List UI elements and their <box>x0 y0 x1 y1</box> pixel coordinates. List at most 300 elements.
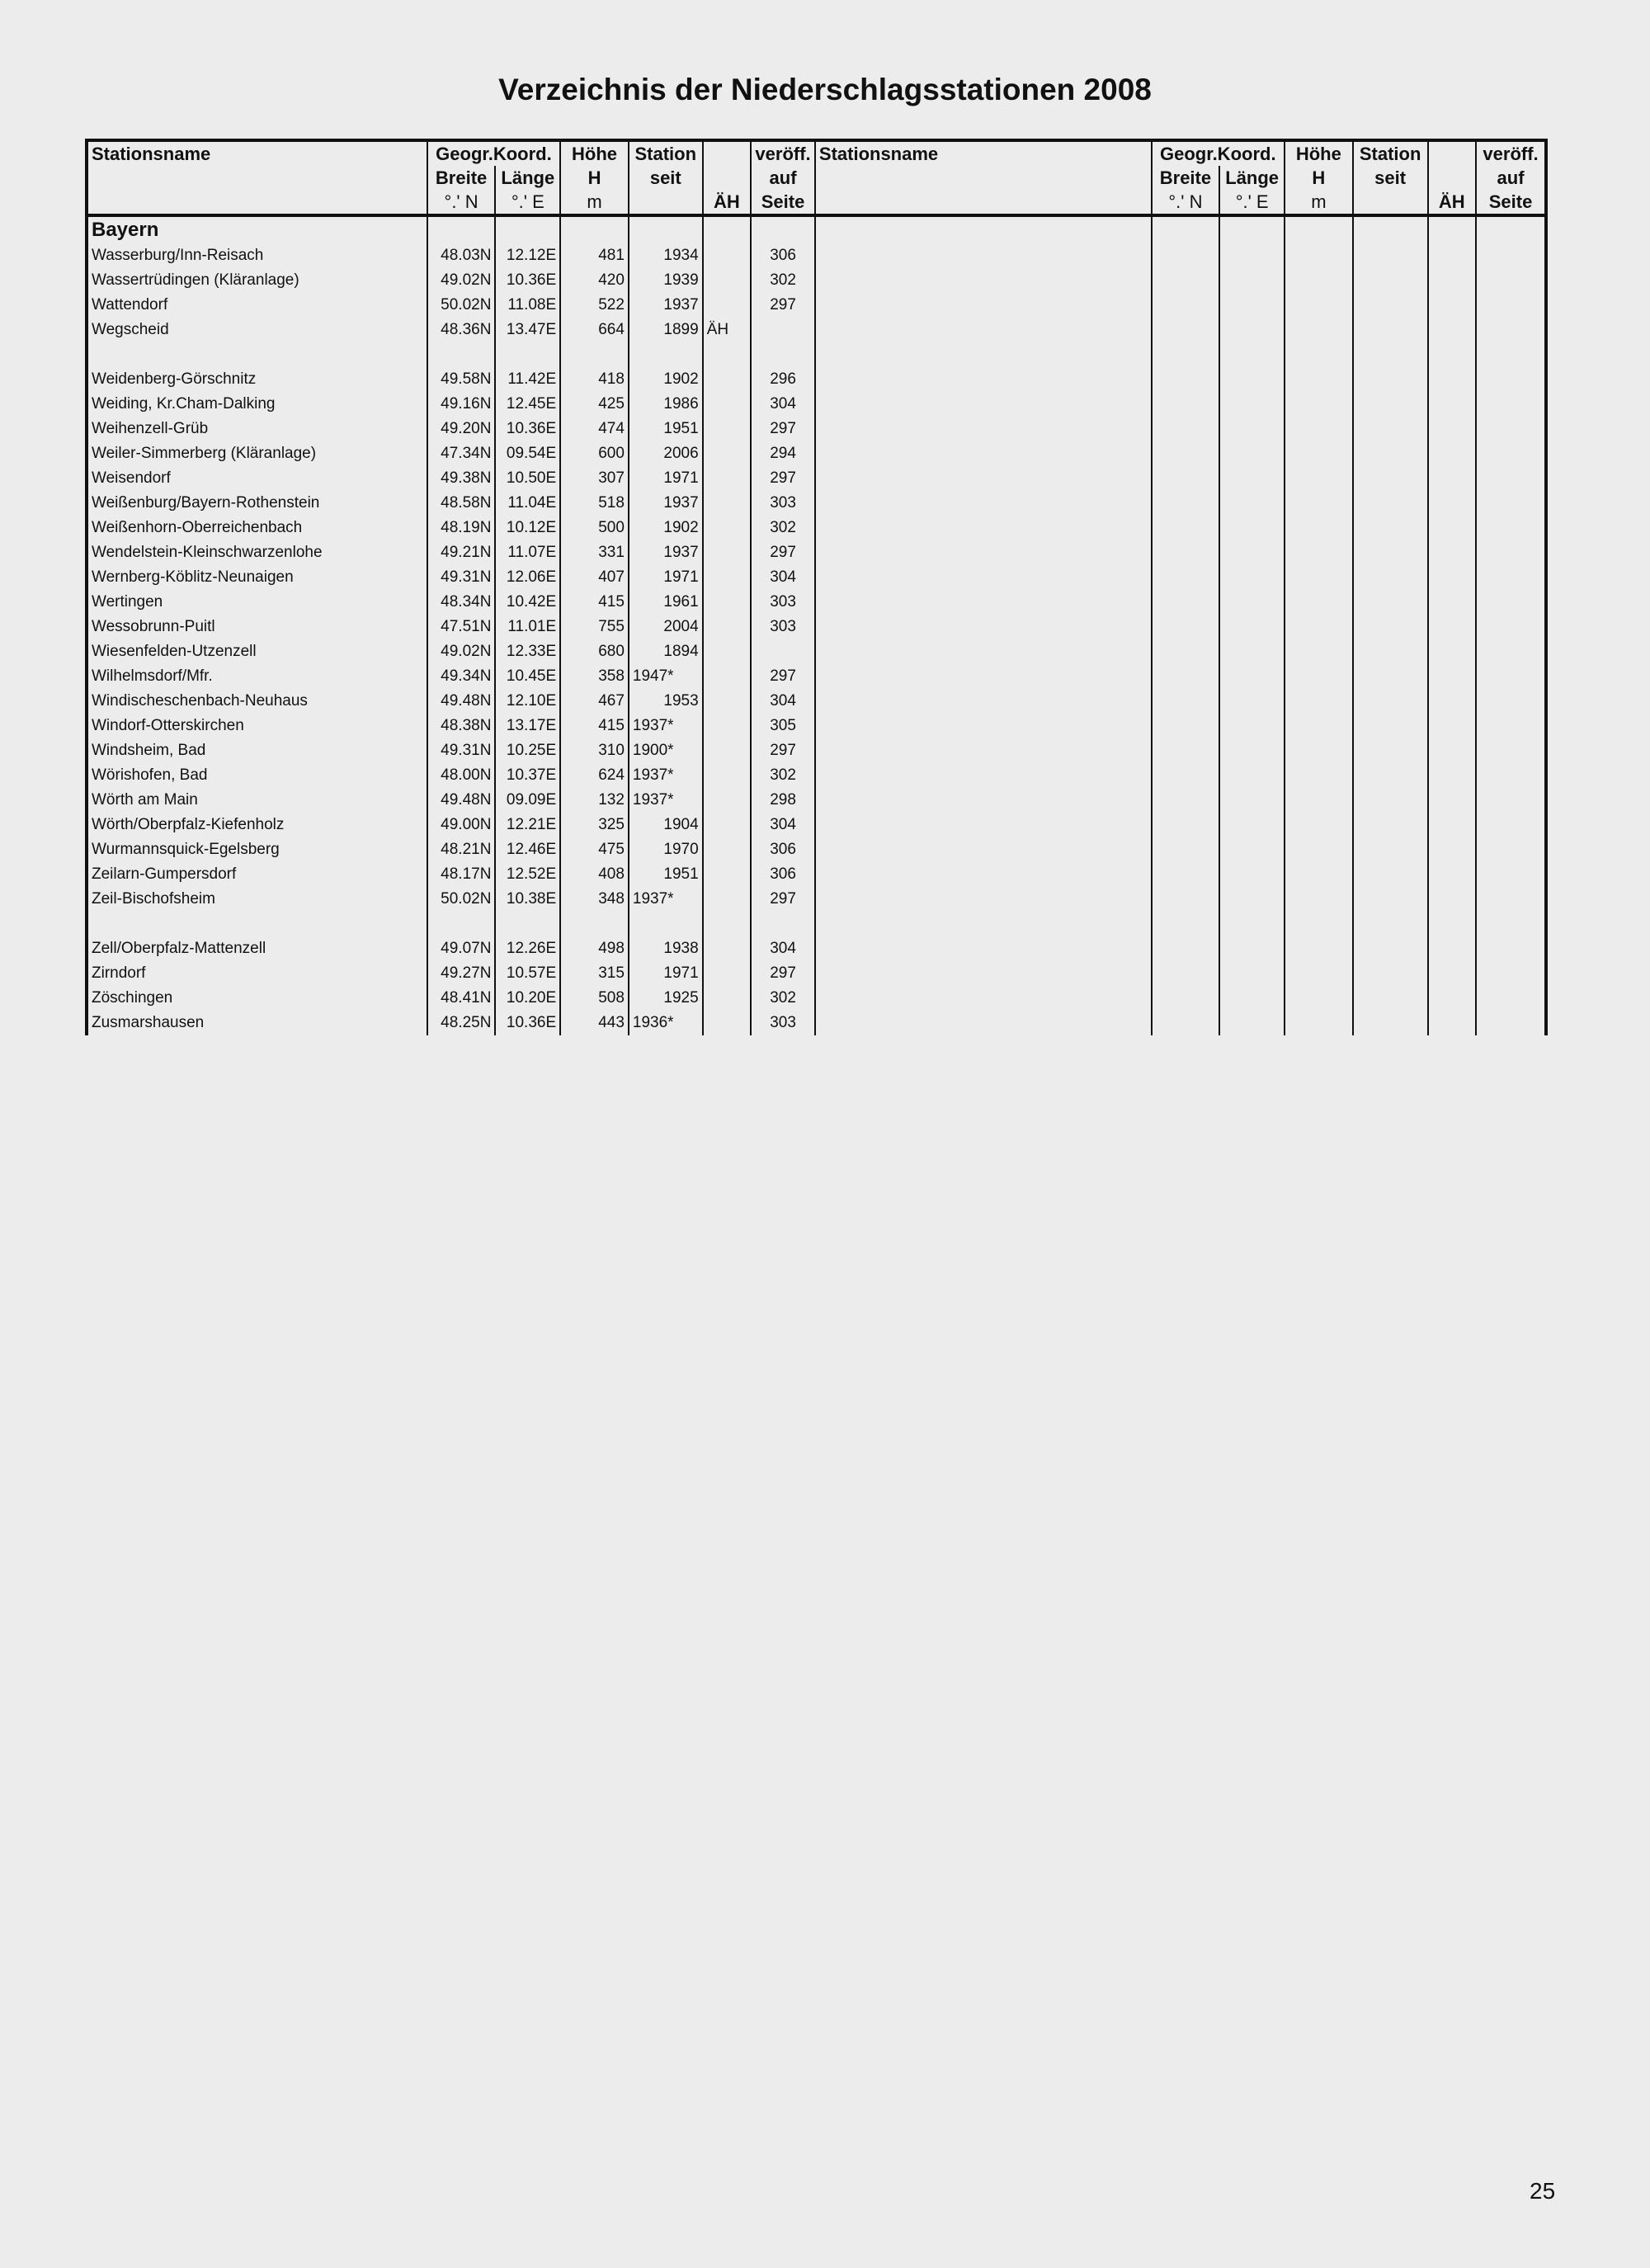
hoehe-value: 132 <box>560 788 629 813</box>
empty-cell <box>815 862 1152 887</box>
laenge-value: 10.25E <box>495 738 560 763</box>
seite-value: 297 <box>751 887 815 912</box>
header-veroeff-right: veröff. <box>1476 140 1546 166</box>
breite-value: 47.51N <box>427 615 496 639</box>
laenge-value: 12.12E <box>495 243 560 268</box>
hoehe-value: 755 <box>560 615 629 639</box>
station-name: Windischeschenbach-Neuhaus <box>87 689 427 714</box>
empty-cell <box>1285 392 1353 417</box>
laenge-value: 10.45E <box>495 664 560 689</box>
empty-cell <box>1353 516 1428 540</box>
hoehe-value: 522 <box>560 293 629 318</box>
empty-cell <box>815 788 1152 813</box>
table-row <box>87 862 1546 887</box>
breite-value: 49.07N <box>427 936 496 961</box>
empty-cell <box>1219 516 1285 540</box>
seit-value: 1937* <box>629 788 703 813</box>
empty-cell <box>1428 392 1477 417</box>
empty-cell <box>1428 540 1477 565</box>
blank-row <box>87 912 1546 936</box>
seit-value: 1900* <box>629 738 703 763</box>
header-hoehe-symbol: H <box>560 166 629 190</box>
empty-cell <box>1353 837 1428 862</box>
empty-cell <box>1476 664 1546 689</box>
station-name: Weihenzell-Grüb <box>87 417 427 441</box>
seite-value: 302 <box>751 268 815 293</box>
seite-value: 304 <box>751 689 815 714</box>
ah-value <box>703 714 752 738</box>
empty-cell <box>1428 516 1477 540</box>
empty-cell <box>1476 491 1546 516</box>
table-row <box>87 491 1546 516</box>
seit-value: 1971 <box>629 961 703 986</box>
empty-cell <box>1219 342 1285 367</box>
empty-cell <box>1353 639 1428 664</box>
empty-cell <box>815 367 1152 392</box>
table-row <box>87 788 1546 813</box>
hoehe-value: 325 <box>560 813 629 837</box>
seite-value: 304 <box>751 392 815 417</box>
empty-cell <box>1285 590 1353 615</box>
empty-cell <box>1353 590 1428 615</box>
empty-cell <box>1353 318 1428 342</box>
breite-value: 47.34N <box>427 441 496 466</box>
station-name: Weidenberg-Görschnitz <box>87 367 427 392</box>
station-name: Zusmarshausen <box>87 1011 427 1035</box>
empty-cell <box>815 615 1152 639</box>
ah-value <box>703 936 752 961</box>
ah-value <box>703 417 752 441</box>
ah-value <box>703 664 752 689</box>
breite-value: 49.31N <box>427 738 496 763</box>
empty-cell <box>1476 986 1546 1011</box>
empty-cell <box>1428 664 1477 689</box>
laenge-value: 11.01E <box>495 615 560 639</box>
empty-cell <box>1428 714 1477 738</box>
hoehe-value: 407 <box>560 565 629 590</box>
hoehe-value: 408 <box>560 862 629 887</box>
empty-cell <box>1428 936 1477 961</box>
empty-cell <box>1428 367 1477 392</box>
empty-cell <box>1476 837 1546 862</box>
table-row <box>87 565 1546 590</box>
laenge-value: 12.21E <box>495 813 560 837</box>
breite-value: 49.02N <box>427 268 496 293</box>
header-ah: ÄH <box>703 190 752 215</box>
breite-value: 49.48N <box>427 689 496 714</box>
seit-value: 1986 <box>629 392 703 417</box>
empty-cell <box>1476 813 1546 837</box>
breite-value: 48.38N <box>427 714 496 738</box>
header-auf-right: auf <box>1476 166 1546 190</box>
hoehe-value: 467 <box>560 689 629 714</box>
empty-cell <box>815 392 1152 417</box>
seite-value: 297 <box>751 466 815 491</box>
empty-cell <box>1285 837 1353 862</box>
seite-value: 297 <box>751 540 815 565</box>
hoehe-value: 315 <box>560 961 629 986</box>
empty-cell <box>1285 615 1353 639</box>
empty-cell <box>1152 516 1220 540</box>
empty-cell <box>1428 1011 1477 1035</box>
empty-cell <box>1285 788 1353 813</box>
empty-cell <box>1353 912 1428 936</box>
seit-value: 1961 <box>629 590 703 615</box>
empty-cell <box>1152 417 1220 441</box>
empty-cell <box>1476 738 1546 763</box>
ah-value <box>703 268 752 293</box>
hoehe-value: 418 <box>560 367 629 392</box>
empty-cell <box>1219 788 1285 813</box>
empty-cell <box>1219 714 1285 738</box>
empty-cell <box>1353 763 1428 788</box>
empty-cell <box>1353 862 1428 887</box>
empty-cell <box>1476 392 1546 417</box>
laenge-value: 09.54E <box>495 441 560 466</box>
empty-cell <box>1219 615 1285 639</box>
laenge-value: 10.37E <box>495 763 560 788</box>
laenge-value: 12.46E <box>495 837 560 862</box>
empty-cell <box>1285 639 1353 664</box>
empty-cell <box>1428 961 1477 986</box>
table-row <box>87 813 1546 837</box>
empty-cell <box>1285 565 1353 590</box>
empty-cell <box>815 664 1152 689</box>
empty-cell <box>1353 1011 1428 1035</box>
empty-cell <box>1476 268 1546 293</box>
empty-cell <box>1353 615 1428 639</box>
header-seit-right: seit <box>1353 166 1428 190</box>
seite-value: 297 <box>751 293 815 318</box>
empty-cell <box>1152 342 1220 367</box>
table-row <box>87 540 1546 565</box>
breite-value: 48.58N <box>427 491 496 516</box>
station-name: Wertingen <box>87 590 427 615</box>
hoehe-value: 624 <box>560 763 629 788</box>
empty-cell <box>815 590 1152 615</box>
seite-value: 304 <box>751 565 815 590</box>
empty-cell <box>1152 813 1220 837</box>
seite-value: 306 <box>751 862 815 887</box>
empty-cell <box>1353 986 1428 1011</box>
station-name: Wegscheid <box>87 318 427 342</box>
header-hoehe-unit-right: m <box>1285 190 1353 215</box>
group-label: Bayern <box>87 215 427 243</box>
seite-value: 298 <box>751 788 815 813</box>
seit-value: 1951 <box>629 417 703 441</box>
table-row <box>87 268 1546 293</box>
station-name: Wasserburg/Inn-Reisach <box>87 243 427 268</box>
ah-value <box>703 738 752 763</box>
header-laenge-right: Länge <box>1219 166 1285 190</box>
empty-cell <box>1476 565 1546 590</box>
empty-cell <box>1353 243 1428 268</box>
empty-cell <box>1152 565 1220 590</box>
empty-cell <box>815 491 1152 516</box>
breite-value: 49.16N <box>427 392 496 417</box>
empty-cell <box>1219 936 1285 961</box>
table-row <box>87 466 1546 491</box>
header-hoehe-unit: m <box>560 190 629 215</box>
table-row <box>87 243 1546 268</box>
laenge-value: 12.10E <box>495 689 560 714</box>
empty-cell <box>1219 689 1285 714</box>
ah-value: ÄH <box>703 318 752 342</box>
empty-cell <box>1219 837 1285 862</box>
empty-cell <box>1353 565 1428 590</box>
empty-cell <box>1152 639 1220 664</box>
seit-value <box>629 342 703 367</box>
laenge-value: 10.57E <box>495 961 560 986</box>
breite-value <box>427 912 496 936</box>
seite-value <box>751 342 815 367</box>
empty-cell <box>1476 466 1546 491</box>
ah-value <box>703 887 752 912</box>
empty-cell <box>1152 738 1220 763</box>
empty-cell <box>1152 887 1220 912</box>
empty-cell <box>1285 367 1353 392</box>
header-stationsname: Stationsname <box>87 140 427 166</box>
empty-cell <box>1285 293 1353 318</box>
blank-row <box>87 342 1546 367</box>
seit-value: 1939 <box>629 268 703 293</box>
laenge-value: 12.52E <box>495 862 560 887</box>
ah-value <box>703 243 752 268</box>
header-breite-unit: °.' N <box>427 190 496 215</box>
empty-cell <box>1428 615 1477 639</box>
table-row <box>87 664 1546 689</box>
breite-value: 49.21N <box>427 540 496 565</box>
empty-cell <box>1476 714 1546 738</box>
empty-cell <box>1428 243 1477 268</box>
breite-value: 49.02N <box>427 639 496 664</box>
hoehe-value: 348 <box>560 887 629 912</box>
seit-value: 1937* <box>629 714 703 738</box>
empty-cell <box>1219 912 1285 936</box>
laenge-value: 10.12E <box>495 516 560 540</box>
empty-cell <box>815 466 1152 491</box>
breite-value: 49.38N <box>427 466 496 491</box>
empty-cell <box>1219 268 1285 293</box>
seite-value: 306 <box>751 243 815 268</box>
empty-cell <box>1285 491 1353 516</box>
empty-cell <box>1353 936 1428 961</box>
seite-value: 303 <box>751 615 815 639</box>
station-rows <box>87 243 1546 1035</box>
header-laenge-unit: °.' E <box>495 190 560 215</box>
seit-value: 1970 <box>629 837 703 862</box>
hoehe-value: 425 <box>560 392 629 417</box>
hoehe-value: 500 <box>560 516 629 540</box>
header-breite: Breite <box>427 166 496 190</box>
hoehe-value <box>560 342 629 367</box>
hoehe-value: 307 <box>560 466 629 491</box>
empty-cell <box>815 813 1152 837</box>
hoehe-value: 498 <box>560 936 629 961</box>
empty-cell <box>1285 887 1353 912</box>
empty-cell <box>1219 664 1285 689</box>
table-row <box>87 887 1546 912</box>
empty-cell <box>1285 986 1353 1011</box>
station-name: Wörth/Oberpfalz-Kiefenholz <box>87 813 427 837</box>
group-row <box>87 215 1546 243</box>
empty-cell <box>1428 887 1477 912</box>
header-ah-blank-right <box>1428 140 1477 166</box>
empty-cell <box>1219 540 1285 565</box>
ah-value <box>703 813 752 837</box>
empty-cell <box>815 986 1152 1011</box>
hoehe-value: 415 <box>560 590 629 615</box>
hoehe-value: 310 <box>560 738 629 763</box>
empty-cell <box>1428 689 1477 714</box>
breite-value <box>427 342 496 367</box>
page-title: Verzeichnis der Niederschlagsstationen 2008 <box>498 73 1152 106</box>
empty-cell <box>1428 738 1477 763</box>
seite-value <box>751 639 815 664</box>
empty-cell <box>1285 466 1353 491</box>
empty-cell <box>1353 392 1428 417</box>
empty-cell <box>1353 813 1428 837</box>
empty-cell <box>1219 986 1285 1011</box>
laenge-value <box>495 912 560 936</box>
empty-cell <box>1353 738 1428 763</box>
empty-cell <box>1285 738 1353 763</box>
ah-value <box>703 639 752 664</box>
laenge-value: 10.20E <box>495 986 560 1011</box>
breite-value: 48.41N <box>427 986 496 1011</box>
empty-cell <box>1219 392 1285 417</box>
empty-cell <box>1285 342 1353 367</box>
empty-cell <box>815 318 1152 342</box>
empty-cell <box>1476 540 1546 565</box>
station-name: Wattendorf <box>87 293 427 318</box>
empty-cell <box>1476 243 1546 268</box>
empty-cell <box>815 540 1152 565</box>
empty-cell <box>815 1011 1152 1035</box>
hoehe-value <box>560 912 629 936</box>
ah-value <box>703 590 752 615</box>
header-row-1 <box>87 140 1546 166</box>
ah-value <box>703 862 752 887</box>
seit-value: 1902 <box>629 516 703 540</box>
empty-cell <box>1476 961 1546 986</box>
empty-cell <box>1219 639 1285 664</box>
hoehe-value: 475 <box>560 837 629 862</box>
empty-cell <box>815 912 1152 936</box>
seite-value: 306 <box>751 837 815 862</box>
empty-cell <box>1152 243 1220 268</box>
laenge-value <box>495 342 560 367</box>
breite-value: 49.00N <box>427 813 496 837</box>
empty-cell <box>1285 936 1353 961</box>
empty-cell <box>1476 293 1546 318</box>
empty-cell <box>1285 689 1353 714</box>
empty-cell <box>1219 367 1285 392</box>
seit-value: 1899 <box>629 318 703 342</box>
header-breite-unit-right: °.' N <box>1152 190 1220 215</box>
empty-cell <box>1428 912 1477 936</box>
ah-value <box>703 392 752 417</box>
seite-value: 303 <box>751 590 815 615</box>
breite-value: 48.17N <box>427 862 496 887</box>
empty-cell <box>1353 540 1428 565</box>
empty-cell <box>1353 961 1428 986</box>
empty-cell <box>815 689 1152 714</box>
hoehe-value: 600 <box>560 441 629 466</box>
empty-cell <box>1285 813 1353 837</box>
hoehe-value: 331 <box>560 540 629 565</box>
empty-cell <box>1152 788 1220 813</box>
station-table <box>85 139 1548 1035</box>
empty-cell <box>1476 1011 1546 1035</box>
empty-cell <box>1353 714 1428 738</box>
ah-value <box>703 1011 752 1035</box>
empty-cell <box>1152 466 1220 491</box>
laenge-value: 12.33E <box>495 639 560 664</box>
breite-value: 48.03N <box>427 243 496 268</box>
breite-value: 50.02N <box>427 293 496 318</box>
station-name: Weißenburg/Bayern-Rothenstein <box>87 491 427 516</box>
header-seite: Seite <box>751 190 815 215</box>
empty-cell <box>815 961 1152 986</box>
empty-cell <box>1353 367 1428 392</box>
hoehe-value: 508 <box>560 986 629 1011</box>
empty-cell <box>1428 837 1477 862</box>
ah-value <box>703 615 752 639</box>
table-row <box>87 936 1546 961</box>
empty-cell <box>1219 318 1285 342</box>
page-number: 25 <box>1530 2178 1556 2204</box>
breite-value: 49.58N <box>427 367 496 392</box>
empty-cell <box>1152 763 1220 788</box>
seite-value: 302 <box>751 516 815 540</box>
empty-cell <box>1219 813 1285 837</box>
empty-cell <box>815 565 1152 590</box>
ah-value <box>703 466 752 491</box>
seit-value: 1902 <box>629 367 703 392</box>
empty-cell <box>815 837 1152 862</box>
laenge-value: 13.17E <box>495 714 560 738</box>
laenge-value: 11.04E <box>495 491 560 516</box>
empty-cell <box>1476 788 1546 813</box>
empty-cell <box>1353 664 1428 689</box>
empty-cell <box>1428 268 1477 293</box>
empty-cell <box>1219 763 1285 788</box>
seite-value: 305 <box>751 714 815 738</box>
empty-cell <box>815 639 1152 664</box>
laenge-value: 10.38E <box>495 887 560 912</box>
empty-cell <box>1152 268 1220 293</box>
seite-value: 297 <box>751 961 815 986</box>
empty-cell <box>1428 813 1477 837</box>
seite-value: 304 <box>751 813 815 837</box>
seite-value: 297 <box>751 738 815 763</box>
empty-cell <box>1476 342 1546 367</box>
ah-value <box>703 342 752 367</box>
empty-cell <box>1152 293 1220 318</box>
table-row <box>87 417 1546 441</box>
empty-cell <box>1285 961 1353 986</box>
table-row <box>87 986 1546 1011</box>
empty-cell <box>1476 590 1546 615</box>
laenge-value: 10.42E <box>495 590 560 615</box>
hoehe-value: 358 <box>560 664 629 689</box>
empty-cell <box>1152 689 1220 714</box>
seite-value: 302 <box>751 763 815 788</box>
ah-value <box>703 516 752 540</box>
table-row <box>87 1011 1546 1035</box>
seit-value: 1953 <box>629 689 703 714</box>
